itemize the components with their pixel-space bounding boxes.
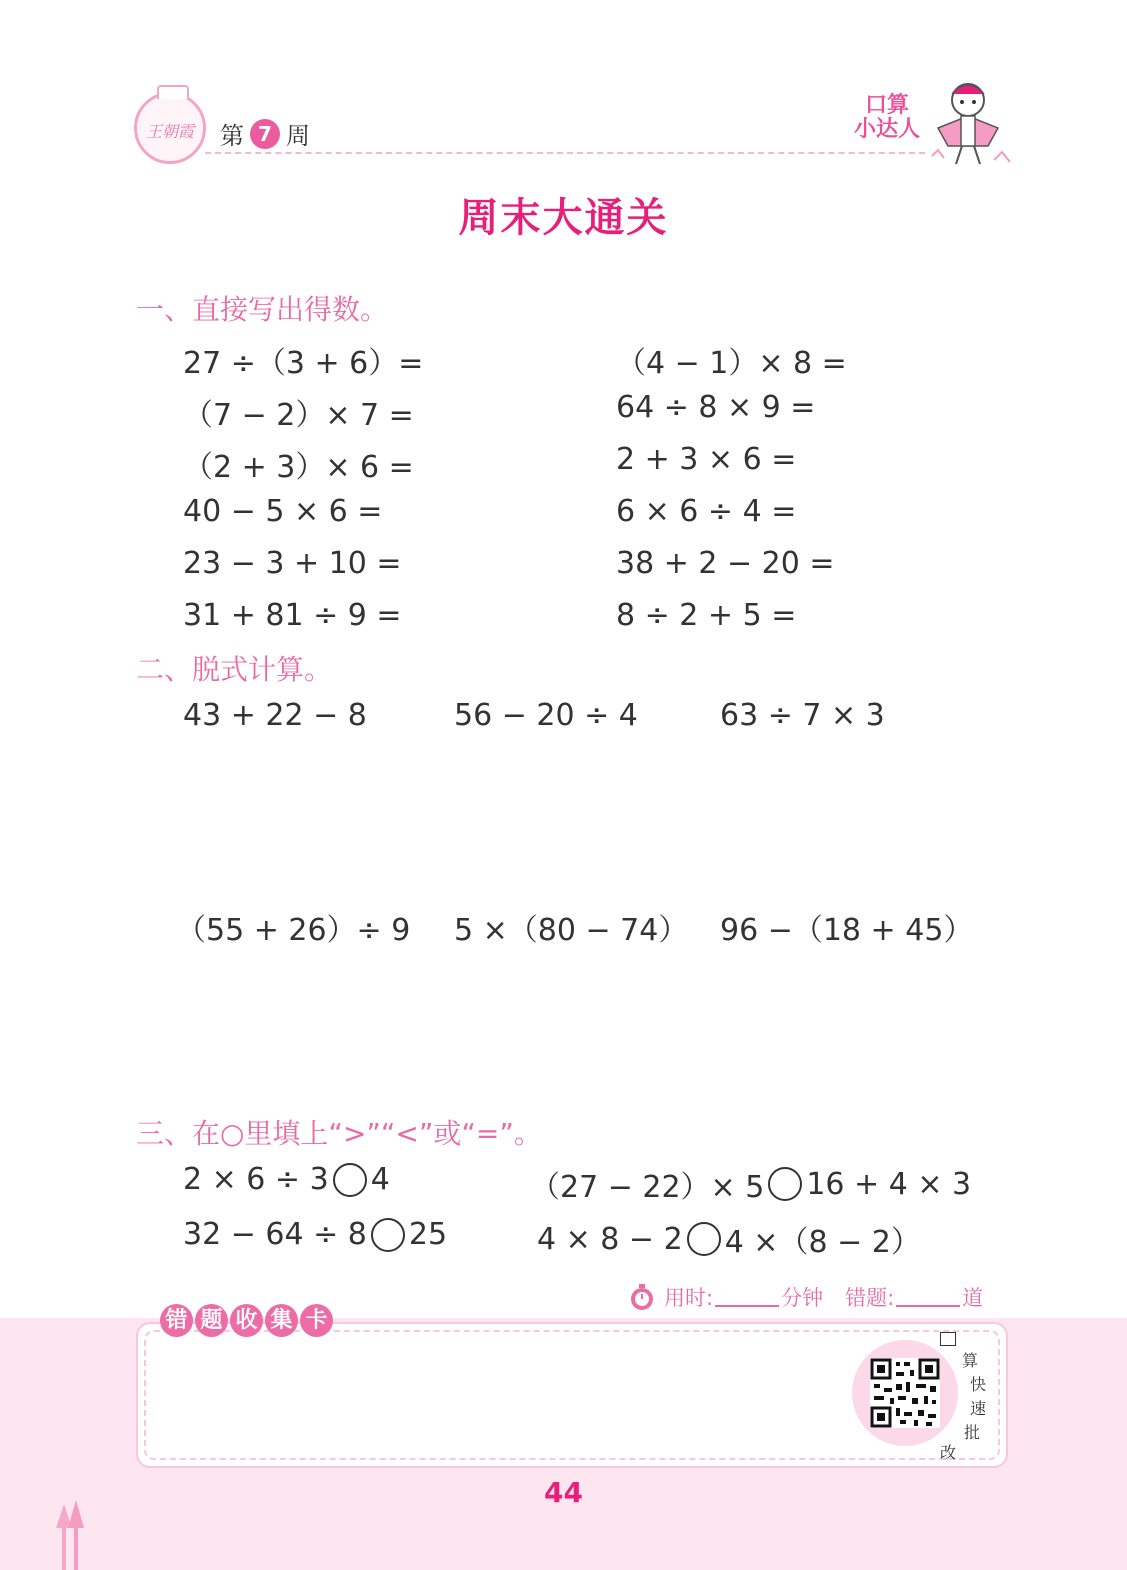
page-title: 周末大通关 xyxy=(458,195,669,241)
s1-left-2: （7 − 2）× 7 = xyxy=(183,398,414,433)
answer-circle[interactable] xyxy=(371,1218,405,1252)
s3-item-3 xyxy=(183,1217,447,1252)
qr-caption-box xyxy=(940,1332,956,1346)
section3-heading: 三、在○里填上“>”“<”或“=”。 xyxy=(136,1117,542,1150)
card-tab-2: 题 xyxy=(195,1304,228,1337)
s1-right-6: 8 ÷ 2 + 5 = xyxy=(616,598,797,633)
seal-signature: 王朝霞 xyxy=(145,122,194,141)
s2-expr-3: 63 ÷ 7 × 3 xyxy=(720,698,885,733)
week-label xyxy=(220,116,310,151)
s2-expr-4: （55 + 26）÷ 9 xyxy=(176,913,411,948)
s1-right-1: （4 − 1）× 8 = xyxy=(616,346,847,381)
s3-item-1-left: 2 × 6 ÷ 3 xyxy=(183,1162,329,1197)
week-number-badge: 7 xyxy=(250,119,280,149)
s2-expr-5: 5 ×（80 − 74） xyxy=(454,913,689,948)
brand-logo xyxy=(852,94,922,142)
answer-circle[interactable] xyxy=(687,1222,721,1256)
s2-expr-2: 56 − 20 ÷ 4 xyxy=(454,698,638,733)
week-prefix: 第 xyxy=(220,122,244,150)
s2-expr-6: 96 −（18 + 45） xyxy=(720,913,974,948)
s1-right-5: 38 + 2 − 20 = xyxy=(616,546,835,581)
crown-icon xyxy=(157,85,189,99)
answer-circle[interactable] xyxy=(768,1167,802,1201)
s1-right-2: 64 ÷ 8 × 9 = xyxy=(616,390,816,425)
s3-item-2-right: 16 + 4 × 3 xyxy=(806,1166,972,1202)
stopwatch-icon xyxy=(628,1283,656,1311)
s1-left-1: 27 ÷（3 + 6）= xyxy=(183,346,424,381)
error-label: 错题: xyxy=(845,1286,895,1310)
answer-circle[interactable] xyxy=(333,1163,367,1197)
section1-heading: 一、直接写出得数。 xyxy=(136,293,389,326)
card-tab-4: 集 xyxy=(265,1304,298,1337)
time-blank[interactable] xyxy=(715,1287,779,1307)
error-unit: 道 xyxy=(962,1286,984,1310)
time-unit: 分钟 xyxy=(781,1286,824,1310)
s3-item-4-right: 4 ×（8 − 2） xyxy=(724,1225,921,1260)
mascot-icon xyxy=(928,76,1014,168)
header-divider xyxy=(205,152,925,154)
error-blank[interactable] xyxy=(896,1287,960,1307)
s2-expr-1: 43 + 22 − 8 xyxy=(183,698,367,733)
s1-left-3: （2 + 3）× 6 = xyxy=(183,450,414,485)
qr-caption-6: 改 xyxy=(940,1443,957,1462)
s1-right-3: 2 + 3 × 6 = xyxy=(616,442,797,477)
timer-row xyxy=(628,1282,983,1312)
s3-item-3-left: 32 − 64 ÷ 8 xyxy=(183,1217,367,1252)
card-tab-3: 收 xyxy=(230,1304,263,1337)
time-label: 用时: xyxy=(664,1286,714,1310)
s1-left-6: 31 + 81 ÷ 9 = xyxy=(183,598,402,633)
card-tab-5: 卡 xyxy=(300,1304,333,1337)
brand-line-2: 小达人 xyxy=(853,117,920,142)
qr-caption-4: 速 xyxy=(970,1399,987,1418)
qr-caption-2: 算 xyxy=(962,1351,979,1370)
decor-arrow-icon xyxy=(54,1500,90,1570)
s3-item-2 xyxy=(530,1162,971,1206)
page-number: 44 xyxy=(544,1476,583,1509)
s1-left-5: 23 − 3 + 10 = xyxy=(183,546,402,581)
error-card-title xyxy=(160,1304,333,1337)
s3-item-4 xyxy=(537,1217,921,1261)
s1-left-4: 40 − 5 × 6 = xyxy=(183,494,383,529)
qr-caption-3: 快 xyxy=(970,1375,987,1394)
s3-item-2-left: （27 − 22）× 5 xyxy=(530,1170,765,1205)
s3-item-4-left: 4 × 8 − 2 xyxy=(537,1221,683,1257)
seal-logo xyxy=(134,92,206,164)
s3-item-1-right: 4 xyxy=(370,1162,390,1197)
qr-caption-5: 批 xyxy=(964,1423,981,1442)
s3-item-1 xyxy=(183,1162,390,1197)
section2-heading: 二、脱式计算。 xyxy=(136,653,333,686)
week-suffix: 周 xyxy=(286,122,310,150)
qr-code-icon[interactable] xyxy=(870,1358,940,1428)
s1-right-4: 6 × 6 ÷ 4 = xyxy=(616,494,797,529)
brand-line-1: 口算 xyxy=(864,93,909,118)
s3-item-3-right: 25 xyxy=(408,1217,448,1252)
card-tab-1: 错 xyxy=(160,1304,193,1337)
